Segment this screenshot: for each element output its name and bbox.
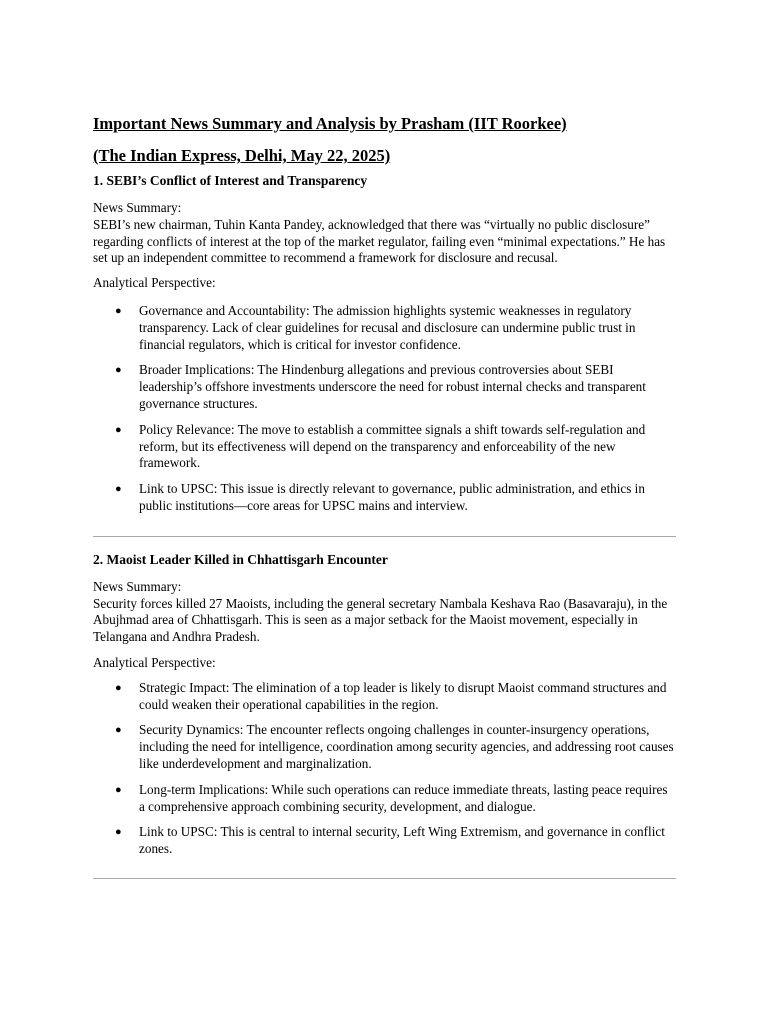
bullet-icon: ●	[115, 783, 122, 796]
list-item-text: Security Dynamics: The encounter reflects ongoing challenges in counter-insurgency operations, including the need for intelligence, coordination among security agencies, and addressing root causes like underdevelopment and marginalization.	[139, 722, 674, 771]
list-item-text: Strategic Impact: The elimination of a top leader is likely to disrupt Maoist command structures and could weaken their operational capabilities in the region.	[139, 679, 667, 712]
list-item-text: Long-term Implications: While such operations can reduce immediate threats, lasting peace requires a comprehensive approach combining security, development, and dialogue.	[139, 781, 668, 814]
analytical-perspective-label: Analytical Perspective:	[93, 654, 216, 670]
list-item	[93, 782, 676, 816]
news-summary-label: News Summary:	[93, 578, 182, 594]
list-item	[93, 481, 676, 515]
section-maoist	[93, 551, 676, 858]
analysis-list	[93, 680, 676, 858]
bullet-icon: ●	[115, 364, 122, 377]
bullet-icon: ●	[115, 483, 122, 496]
document-title: Important News Summary and Analysis by Prasham (IIT Roorkee)	[93, 114, 567, 133]
section-divider	[93, 536, 676, 537]
bullet-icon: ●	[115, 681, 122, 694]
list-item	[93, 422, 676, 472]
list-item-text: Broader Implications: The Hindenburg allegations and previous controversies about SEBI leadership’s offshore investments underscore the need for robust internal checks and transparent governance structures.	[139, 362, 646, 411]
section-heading: 1. SEBI’s Conflict of Interest and Transparency	[93, 173, 368, 188]
list-item-text: Link to UPSC: This is central to internal security, Left Wing Extremism, and governance in conflict zones.	[139, 824, 665, 857]
news-summary-label: News Summary:	[93, 200, 182, 215]
news-summary-text: Security forces killed 27 Maoists, including the general secretary Nambala Keshava Rao (Basavaraju), in the Abujhmad area of Chhattisgarh. This is seen as a major setback for the Maoist movement, especially in Telangana and Andhra Pradesh.	[93, 595, 668, 645]
news-summary-text: SEBI’s new chairman, Tuhin Kanta Pandey, acknowledged that there was “virtually no public disclosure” regarding conflicts of interest at the top of the market regulator, failing even “minimal expectations.” He has set up an independent committee to recommend a framework for disclosure and recusal.	[93, 216, 666, 266]
document-subtitle: (The Indian Express, Delhi, May 22, 2025)	[93, 146, 391, 165]
bullet-icon: ●	[115, 423, 122, 436]
list-item-text: Policy Relevance: The move to establish a committee signals a shift towards self-regulation and reform, but its effectiveness will depend on the transparency and enforceability of the new framework.	[139, 421, 646, 471]
list-item-text: Link to UPSC: This issue is directly relevant to governance, public administration, and ethics in public institutions—core areas for UPSC mains and interview.	[139, 481, 645, 513]
list-item-text: Governance and Accountability: The admission highlights systemic weaknesses in regulatory transparency. Lack of clear guidelines for recusal and disclosure can undermine public trust in financial regulators, which is critical for investor confidence.	[139, 302, 636, 352]
list-item	[93, 824, 676, 858]
section-divider	[93, 878, 676, 879]
section-sebi	[93, 172, 676, 515]
list-item	[93, 362, 676, 412]
document-page	[93, 113, 676, 879]
analytical-perspective-label: Analytical Perspective:	[93, 275, 216, 291]
bullet-icon: ●	[115, 826, 122, 839]
list-item	[93, 303, 676, 353]
list-item	[93, 680, 676, 714]
section-heading: 2. Maoist Leader Killed in Chhattisgarh Encounter	[93, 551, 388, 567]
analysis-list	[93, 303, 676, 515]
bullet-icon: ●	[115, 724, 122, 737]
list-item	[93, 722, 676, 772]
bullet-icon: ●	[115, 304, 122, 317]
